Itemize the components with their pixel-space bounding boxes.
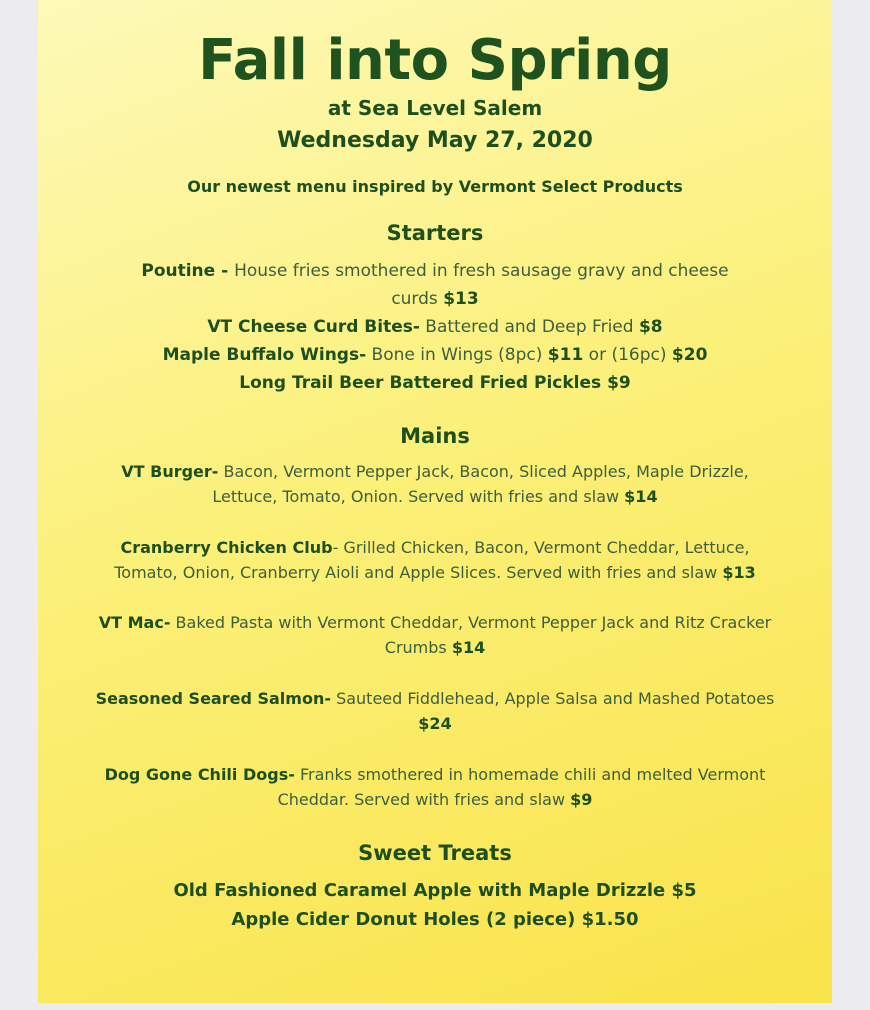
main-item-chicken-club xyxy=(38,535,832,560)
main-item-salmon xyxy=(38,686,832,711)
item-desc: Lettuce, Tomato, Onion. Served with fries and slaw xyxy=(212,487,625,506)
item-desc: Crumbs xyxy=(384,638,452,657)
starter-item-pickles: Long Trail Beer Battered Fried Pickles $9 xyxy=(239,373,631,393)
item-price: $8 xyxy=(638,317,663,337)
item-price: $20 xyxy=(671,345,708,365)
item-desc: curds xyxy=(391,289,444,309)
item-price: $13 xyxy=(722,563,756,582)
item-name: VT Cheese Curd Bites- xyxy=(207,317,420,337)
menu-card xyxy=(38,0,832,1003)
main-item-burger xyxy=(38,459,832,484)
item-price: $11 xyxy=(547,345,584,365)
item-desc: - Grilled Chicken, Bacon, Vermont Cheddar, Lettuce, xyxy=(332,538,750,557)
item-desc: or (16pc) xyxy=(583,345,672,365)
main-item-mac-cont xyxy=(38,635,832,660)
item-desc: Sauteed Fiddlehead, Apple Salsa and Mashed Potatoes xyxy=(330,689,775,708)
sweet-item-caramel-apple: Old Fashioned Caramel Apple with Maple Drizzle $5 xyxy=(173,880,697,901)
item-name: VT Mac- xyxy=(98,613,171,632)
item-desc: Cheddar. Served with fries and slaw xyxy=(277,790,571,809)
item-name: Cranberry Chicken Club xyxy=(120,538,333,557)
item-desc: Bone in Wings (8pc) xyxy=(366,345,548,365)
sweets-heading: Sweet Treats xyxy=(358,841,512,865)
mains-heading: Mains xyxy=(400,424,470,448)
menu-title: Fall into Spring xyxy=(198,28,672,93)
starters-heading: Starters xyxy=(386,221,484,245)
item-name: VT Burger- xyxy=(121,462,219,481)
item-desc: Tomato, Onion, Cranberry Aioli and Apple Slices. Served with fries and slaw xyxy=(114,563,723,582)
main-item-chili-dogs xyxy=(38,762,832,787)
item-price: $14 xyxy=(451,638,486,657)
item-desc: Battered and Deep Fried xyxy=(419,317,639,337)
item-price: $9 xyxy=(570,790,593,809)
item-desc: Franks smothered in homemade chili and melted Vermont xyxy=(294,765,766,784)
main-item-burger-cont xyxy=(38,484,832,509)
main-item-salmon-cont xyxy=(38,711,832,736)
starter-item-poutine-cont xyxy=(38,285,832,313)
main-item-mac xyxy=(38,610,832,635)
item-name: Dog Gone Chili Dogs- xyxy=(104,765,295,784)
main-item-chili-dogs-cont xyxy=(38,787,832,812)
item-desc: Baked Pasta with Vermont Cheddar, Vermont Pepper Jack and Ritz Cracker xyxy=(170,613,772,632)
starter-item-poutine xyxy=(38,257,832,285)
item-price: $13 xyxy=(443,289,479,309)
item-desc: Bacon, Vermont Pepper Jack, Bacon, Sliced Apples, Maple Drizzle, xyxy=(218,462,749,481)
item-price: $24 xyxy=(418,714,452,733)
sweet-item-donut-holes: Apple Cider Donut Holes (2 piece) $1.50 xyxy=(231,909,639,930)
venue-subtitle: at Sea Level Salem xyxy=(327,96,543,120)
main-item-chicken-club-cont xyxy=(38,560,832,585)
item-name: Maple Buffalo Wings- xyxy=(162,345,367,365)
menu-tagline: Our newest menu inspired by Vermont Select Products xyxy=(187,177,683,196)
item-price: $14 xyxy=(624,487,658,506)
item-desc: House fries smothered in fresh sausage gravy and cheese xyxy=(234,261,729,281)
starter-item-cheese-curds xyxy=(38,313,832,341)
item-name: Poutine - xyxy=(141,261,235,281)
item-name: Seasoned Seared Salmon- xyxy=(95,689,331,708)
starter-item-wings xyxy=(38,341,832,369)
event-date: Wednesday May 27, 2020 xyxy=(277,128,593,153)
